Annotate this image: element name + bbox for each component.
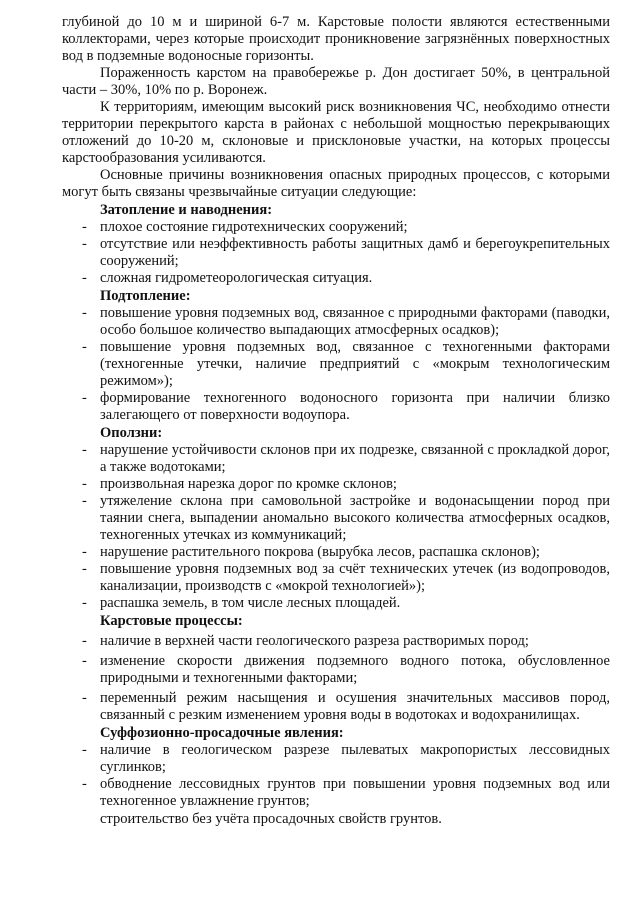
- list-item: - распашка земель, в том числе лесных площадей.: [62, 595, 610, 612]
- section-landslides: [62, 425, 610, 612]
- paragraph-karst-extent: Пораженность карстом на правобережье р. Дон достигает 50%, в центральной части – 30%, 10% по р. Воронеж.: [62, 65, 610, 98]
- section-heading: Карстовые процессы:: [100, 613, 243, 629]
- section-karst-processes: [62, 613, 610, 724]
- list-item: - обводнение лессовидных грунтов при повышении уровня подземных вод или техногенное увлажнение грунтов;: [62, 776, 610, 810]
- paragraph-high-risk-territories: К территориям, имеющим высокий риск возникновения ЧС, необходимо отнести территории перекрытого карста в районах с небольшой мощностью перекрывающих отложений до 10-20 м, склоновые и присклоновые участки, на которых процессы карстообразования усиливаются.: [62, 99, 610, 166]
- bullet-list: [62, 442, 610, 612]
- list-item: - изменение скорости движения подземного водного потока, обусловленное природными и техногенными факторами;: [62, 653, 610, 687]
- section-heading: Затопление и наводнения:: [100, 202, 273, 218]
- list-item: - нарушение устойчивости склонов при их подрезке, связанной с прокладкой дорог, а также водотоками;: [62, 442, 610, 476]
- list-item: - утяжеление склона при самовольной застройке и водонасыщении пород при таянии снега, выпадении аномально высокого количества атмосферных осадков, техногенных утечках из коммуникаций;: [62, 493, 610, 544]
- trailing-line: строительство без учёта просадочных свойств грунтов.: [100, 811, 442, 827]
- section-suffosion-subsidence: [62, 725, 610, 828]
- list-item: - наличие в верхней части геологического разреза растворимых пород;: [62, 633, 610, 650]
- section-underflooding: [62, 288, 610, 424]
- list-item: - повышение уровня подземных вод за счёт технических утечек (из водопроводов, канализации, производств с «мокрой технологией»);: [62, 561, 610, 595]
- section-heading: Оползни:: [100, 425, 163, 441]
- document-page: [62, 14, 610, 828]
- section-heading: Суффозионно-просадочные явления:: [100, 725, 344, 741]
- list-item: - наличие в геологическом разрезе пылеватых макропористых лессовидных суглинков;: [62, 742, 610, 776]
- list-item: - отсутствие или неэффективность работы защитных дамб и берегоукрепительных сооружений;: [62, 236, 610, 270]
- list-item: - повышение уровня подземных вод, связанное с природными факторами (паводки, особо большое количество выпадающих атмосферных осадков);: [62, 305, 610, 339]
- list-item: - повышение уровня подземных вод, связанное с техногенными факторами (техногенные утечки, наличие предприятий с «мокрым технологическим режимом»);: [62, 339, 610, 390]
- list-item: - сложная гидрометеорологическая ситуация.: [62, 270, 610, 287]
- paragraph-main-causes: Основные причины возникновения опасных природных процессов, с которыми могут быть связаны чрезвычайные ситуации следующие:: [62, 167, 610, 200]
- paragraph-karst-cavities: глубиной до 10 м и шириной 6-7 м. Карстовые полости являются естественными коллекторами, через которые происходит проникновение загрязнённых поверхностных вод в подземные водоносные горизонты.: [62, 14, 610, 64]
- list-item: - произвольная нарезка дорог по кромке склонов;: [62, 476, 610, 493]
- bullet-list: [62, 219, 610, 287]
- section-heading: Подтопление:: [100, 288, 191, 304]
- section-flooding: [62, 202, 610, 287]
- bullet-list: [62, 305, 610, 424]
- list-item: - плохое состояние гидротехнических сооружений;: [62, 219, 610, 236]
- bullet-list: [62, 633, 610, 724]
- list-item: - переменный режим насыщения и осушения значительных массивов пород, связанный с резким изменением уровня воды в водотоках и водохранилищах.: [62, 690, 610, 724]
- list-item: - формирование техногенного водоносного горизонта при наличии близко залегающего от поверхности водоупора.: [62, 390, 610, 424]
- bullet-list: [62, 742, 610, 810]
- list-item: - нарушение растительного покрова (вырубка лесов, распашка склонов);: [62, 544, 610, 561]
